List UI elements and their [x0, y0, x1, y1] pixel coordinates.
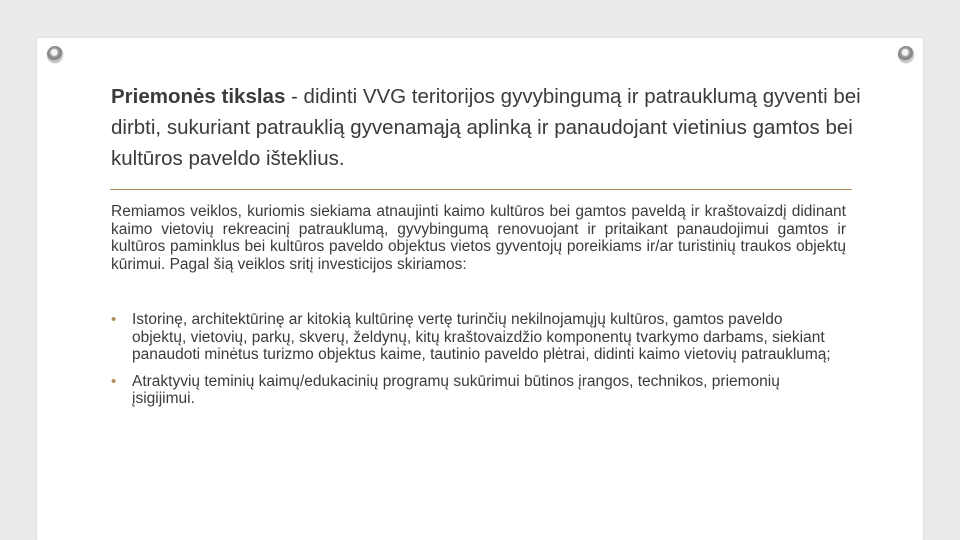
- bullet-icon: •: [111, 311, 117, 328]
- bullet-text: Atraktyvių teminių kaimų/edukacinių programų sukūrimui būtinos įrangos, technikos, priemonių įsigijimui.: [132, 372, 780, 408]
- title-divider: [110, 189, 852, 190]
- pin-icon-top-left: [47, 46, 63, 62]
- bullet-icon: •: [111, 372, 117, 390]
- title-rest: - didinti VVG teritorijos gyvybingumą ir patrauklumą gyventi bei dirbti, sukuriant patrauklią gyvenamąją aplinką ir panaudojant vietinius gamtos bei kultūros paveldo išteklius.: [111, 85, 861, 170]
- title-bold-part: Priemonės tikslas: [111, 85, 286, 108]
- bullet-text: Istorinę, architektūrinę ar kitokią kultūrinę vertę turinčių nekilnojamųjų kultūros, gamtos paveldo objektų, vietovių, parkų, skverų, želdynų, kitų kraštovaizdžio komponentų tvarkymo darbams, siekiant panaudoti minėtus turizmo objektus kaime, tautinio paveldo plėtrai, didinti kaimo vietovių patrauklumą;: [132, 311, 831, 364]
- bullet-list: [111, 311, 841, 417]
- body-paragraph: Remiamos veiklos, kuriomis siekiama atnaujinti kaimo kultūros bei gamtos paveldą ir kraštovaizdį didinant kaimo vietovių rekreacinį patrauklumą, gyvybingumą renovuojant ir pritaikant panaudojimui gamtos ir kultūros paminklus bei kultūros paveldo objektus vietos gyventojų poreikiams ir/ar turistinių traukos objektų kūrimui. Pagal šią veiklos sritį investicijos skiriamos:: [111, 203, 846, 273]
- list-item: [111, 311, 841, 364]
- slide-title: [111, 81, 871, 174]
- list-item: [111, 373, 841, 408]
- pin-icon-top-right: [898, 46, 914, 62]
